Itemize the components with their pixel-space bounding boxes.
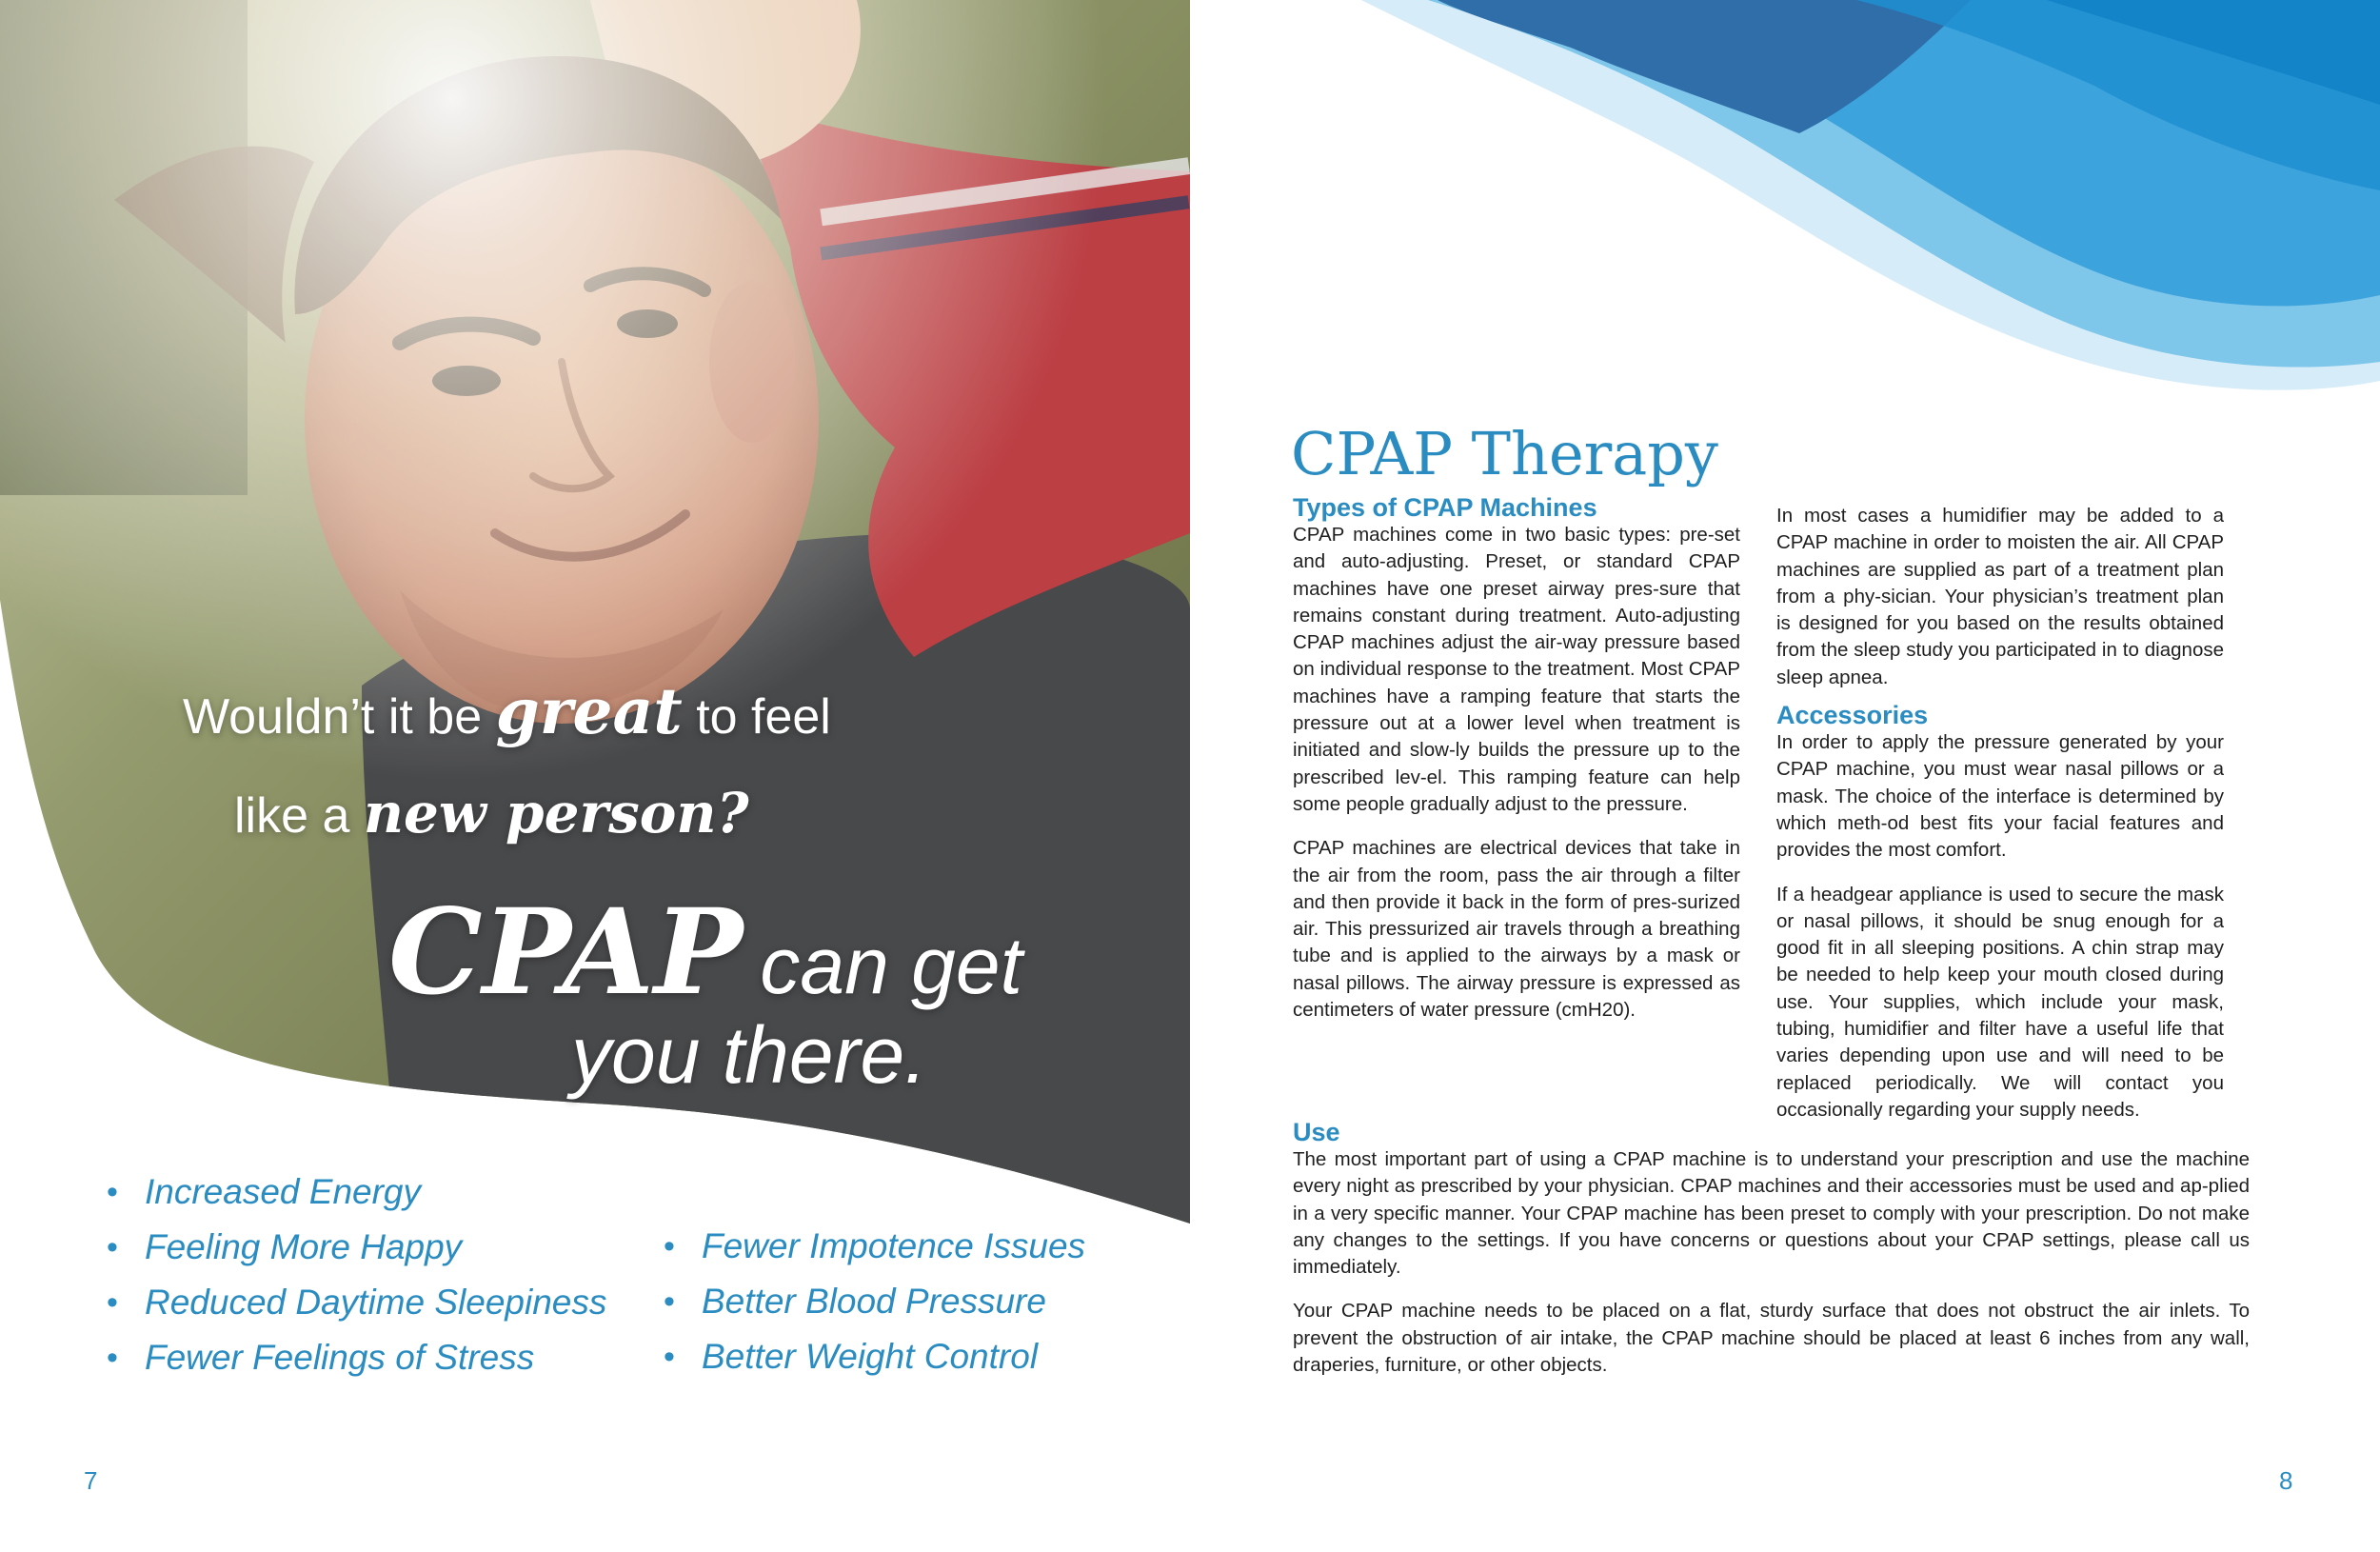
benefit-item — [664, 1329, 1085, 1384]
types-heading: Types of CPAP Machines — [1293, 493, 1597, 522]
benefit-label: Feeling More Happy — [145, 1227, 463, 1266]
headline-line1-pre: Wouldn’t it be — [183, 689, 483, 745]
headline-line1-post: to feel — [696, 689, 831, 745]
use-heading: Use — [1293, 1118, 1340, 1146]
headline-can-get: can get — [760, 921, 1022, 1010]
page-number-right: 8 — [2279, 1466, 2293, 1495]
headline-cpap: CPAP — [388, 884, 744, 1022]
headline-line-3 — [388, 884, 1022, 1022]
headline-new-person: new person? — [363, 781, 749, 846]
bullet-icon: • — [107, 1174, 118, 1210]
bullet-icon: • — [107, 1340, 118, 1376]
benefit-label: Fewer Impotence Issues — [702, 1226, 1086, 1265]
headline-line-4: you there. — [571, 1010, 927, 1100]
headline-line-2 — [234, 781, 749, 846]
bullet-icon: • — [664, 1283, 675, 1320]
use-section — [1293, 1118, 2250, 1379]
bullet-icon: • — [107, 1284, 118, 1321]
benefit-item — [107, 1164, 606, 1220]
benefit-item — [107, 1275, 606, 1330]
page-number-left: 7 — [84, 1466, 98, 1495]
bullet-icon: • — [664, 1228, 675, 1264]
benefits-list-right — [664, 1219, 1085, 1384]
benefit-label: Fewer Feelings of Stress — [145, 1338, 535, 1377]
accessories-column — [1776, 503, 2224, 1124]
benefit-label: Better Blood Pressure — [702, 1282, 1046, 1321]
benefit-item — [664, 1219, 1085, 1274]
benefit-item — [664, 1274, 1085, 1329]
headline-great: great — [495, 674, 683, 748]
benefit-label: Reduced Daytime Sleepiness — [145, 1283, 607, 1322]
benefits-list-left — [107, 1164, 606, 1385]
decorative-wave-header — [1190, 0, 2380, 400]
accessories-paragraph-1: In order to apply the pressure generated by your CPAP machine, you must wear nasal pillows or a mask. The choice of the interface is determined by which meth-od best fits your facial features and provides the most comfort. — [1776, 731, 2224, 862]
headline-line-1 — [183, 674, 831, 748]
accessories-heading: Accessories — [1776, 701, 1929, 730]
bullet-icon: • — [107, 1229, 118, 1265]
types-column — [1293, 493, 1740, 1024]
accessories-paragraph-2: If a headgear appliance is used to secure the mask or nasal pillows, it should be snug enough for a good fit in all sleeping positions. A chin strap may be needed to help keep your mouth closed during use. Your supplies, which include your mask, tubing, humidifier and filter have a useful life that varies depending upon use and will need to be replaced periodically. We will contact you occasionally regarding your supply needs. — [1776, 883, 2224, 1121]
use-paragraph-1: The most important part of using a CPAP machine is to understand your prescription and use the machine every night as prescribed by your physician. CPAP machines and their accessories must be used and ap-plied in a very specific manner. Your CPAP machine has been preset to comply with your prescription. Do not make any changes to the settings. If you have concerns or questions about your CPAP settings, please call us immediately. — [1293, 1148, 2250, 1279]
benefit-item — [107, 1330, 606, 1385]
types-paragraph-1: CPAP machines come in two basic types: pre-set and auto-adjusting. Preset, or standard CPAP machines have one preset airway pres-sure that remains constant during treatment. Auto-adjusting CPAP machines adjust the air-way pressure based on individual response to the treatment. Most CPAP machines have a ramping feature that starts the pressure out at a lower level when treatment is initiated and slow-ly builds the pressure up to the prescribed lev-el. This ramping feature can help some people gradually adjust to the pressure. — [1293, 524, 1740, 815]
benefit-label: Better Weight Control — [702, 1337, 1039, 1376]
types-paragraph-2: CPAP machines are electrical devices that take in the air from the room, pass the air through a filter and then provide it back in the form of pres-surized air. This pressurized air travels through a breathing tube and is applied to the airways by a mask or nasal pillows. The airway pressure is expressed as centimeters of water pressure (cmH20). — [1293, 837, 1740, 1022]
use-paragraph-2: Your CPAP machine needs to be placed on a flat, sturdy surface that does not obstruct the air inlets. To prevent the obstruction of air intake, the CPAP machine should be placed at least 6 inches from any wall, draperies, furniture, or other objects. — [1293, 1300, 2250, 1377]
benefit-label: Increased Energy — [145, 1172, 422, 1211]
headline-line2-pre: like a — [234, 788, 350, 844]
humidifier-paragraph: In most cases a humidifier may be added to a CPAP machine in order to moisten the air. All CPAP machines are supplied as part of a treatment plan from a phy-sician. Your physician’s treatment plan is designed for you based on the results obtained from the sleep study you participated in to diagnose sleep apnea. — [1776, 505, 2224, 688]
right-page — [1190, 0, 2380, 1552]
page-title: CPAP Therapy — [1291, 419, 1718, 488]
benefit-item — [107, 1220, 606, 1275]
bullet-icon: • — [664, 1339, 675, 1375]
